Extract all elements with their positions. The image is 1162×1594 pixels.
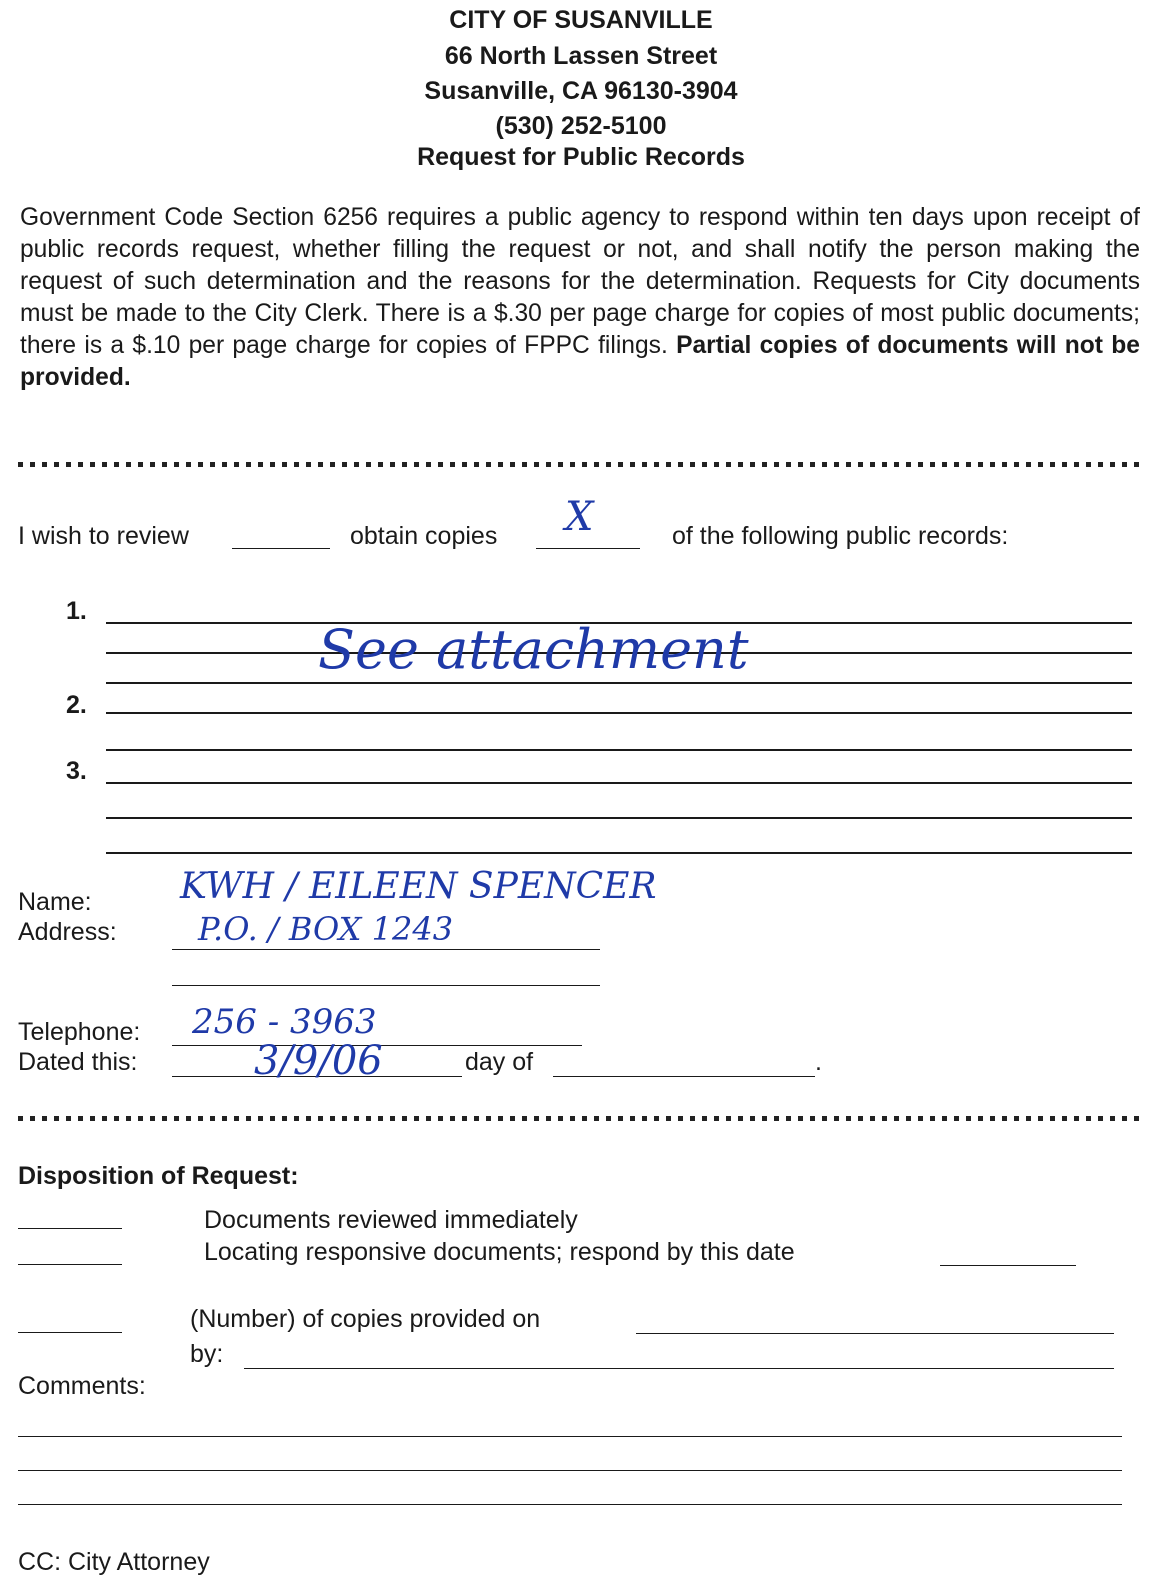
by-line[interactable] bbox=[244, 1368, 1114, 1369]
day-of-label: day of bbox=[465, 1048, 534, 1076]
cc-line: CC: City Attorney bbox=[18, 1548, 210, 1576]
address-label: Address: bbox=[18, 918, 117, 946]
record-line-1c[interactable] bbox=[106, 682, 1132, 684]
review-label: I wish to review bbox=[18, 522, 189, 550]
locating-label: Locating responsive documents; respond by this date bbox=[204, 1238, 795, 1266]
record-line-3c[interactable] bbox=[106, 852, 1132, 854]
review-blank[interactable] bbox=[232, 548, 330, 549]
comments-label: Comments: bbox=[18, 1372, 146, 1400]
reviewed-label: Documents reviewed immediately bbox=[204, 1206, 578, 1234]
intro-bold-notice: Partial copies of documents will not be provided. bbox=[20, 332, 1140, 391]
header-phone: (530) 252-5100 bbox=[495, 112, 667, 140]
form-title: Request for Public Records bbox=[417, 143, 745, 171]
name-label: Name: bbox=[18, 888, 92, 916]
obtain-copies-mark: X bbox=[565, 494, 594, 540]
intro-text: Government Code Section 6256 requires a public agency to respond within ten days upon receipt of public records request, whether filling the request or not, and shall notify the person making the request of such determination and the reasons for the determination. Requests for City documents must be made to the City Clerk. There is a $.30 per page charge for copies of most public documents; there is a $.10 per page charge for copies of FPPC filings. bbox=[20, 204, 1140, 359]
handwritten-records-entry: See attachment bbox=[318, 618, 749, 681]
respond-date-line[interactable] bbox=[940, 1265, 1076, 1266]
item-number-3: 3. bbox=[66, 757, 87, 785]
record-line-2b[interactable] bbox=[106, 749, 1132, 751]
item-number-2: 2. bbox=[66, 691, 87, 719]
header-org: CITY OF SUSANVILLE bbox=[449, 6, 713, 34]
header-street: 66 North Lassen Street bbox=[444, 42, 718, 70]
intro-paragraph bbox=[20, 202, 1140, 394]
obtain-copies-label: obtain copies bbox=[350, 522, 498, 550]
locating-blank[interactable] bbox=[18, 1264, 122, 1265]
copies-provided-line[interactable] bbox=[636, 1333, 1114, 1334]
address-value: P.O. / BOX 1243 bbox=[198, 910, 454, 948]
dotted-separator-bottom bbox=[18, 1116, 1144, 1121]
item-number-1: 1. bbox=[66, 597, 87, 625]
telephone-value: 256 - 3963 bbox=[192, 1002, 377, 1042]
address-line-2[interactable] bbox=[172, 985, 600, 986]
record-line-3a[interactable] bbox=[106, 782, 1132, 784]
dotted-separator-top bbox=[18, 462, 1144, 467]
day-of-line[interactable] bbox=[553, 1076, 815, 1077]
header-city: Susanville, CA 96130-3904 bbox=[424, 77, 738, 105]
obtain-copies-blank[interactable] bbox=[536, 548, 640, 549]
comments-line-2[interactable] bbox=[18, 1470, 1122, 1471]
records-label: of the following public records: bbox=[672, 522, 1009, 550]
record-line-2a[interactable] bbox=[106, 712, 1132, 714]
disposition-heading: Disposition of Request: bbox=[18, 1162, 299, 1190]
by-label: by: bbox=[190, 1340, 224, 1368]
dated-label: Dated this: bbox=[18, 1048, 138, 1076]
name-value: KWH / EILEEN SPENCER bbox=[180, 866, 657, 907]
comments-line-1[interactable] bbox=[18, 1436, 1122, 1437]
record-line-3b[interactable] bbox=[106, 817, 1132, 819]
dated-period: . bbox=[815, 1048, 822, 1076]
dated-value: 3/9/06 bbox=[254, 1038, 383, 1084]
address-line-1[interactable] bbox=[172, 949, 600, 950]
telephone-label: Telephone: bbox=[18, 1018, 141, 1046]
copies-provided-label: (Number) of copies provided on bbox=[190, 1305, 541, 1333]
reviewed-blank[interactable] bbox=[18, 1228, 122, 1229]
comments-line-3[interactable] bbox=[18, 1504, 1122, 1505]
copies-blank[interactable] bbox=[18, 1332, 122, 1333]
